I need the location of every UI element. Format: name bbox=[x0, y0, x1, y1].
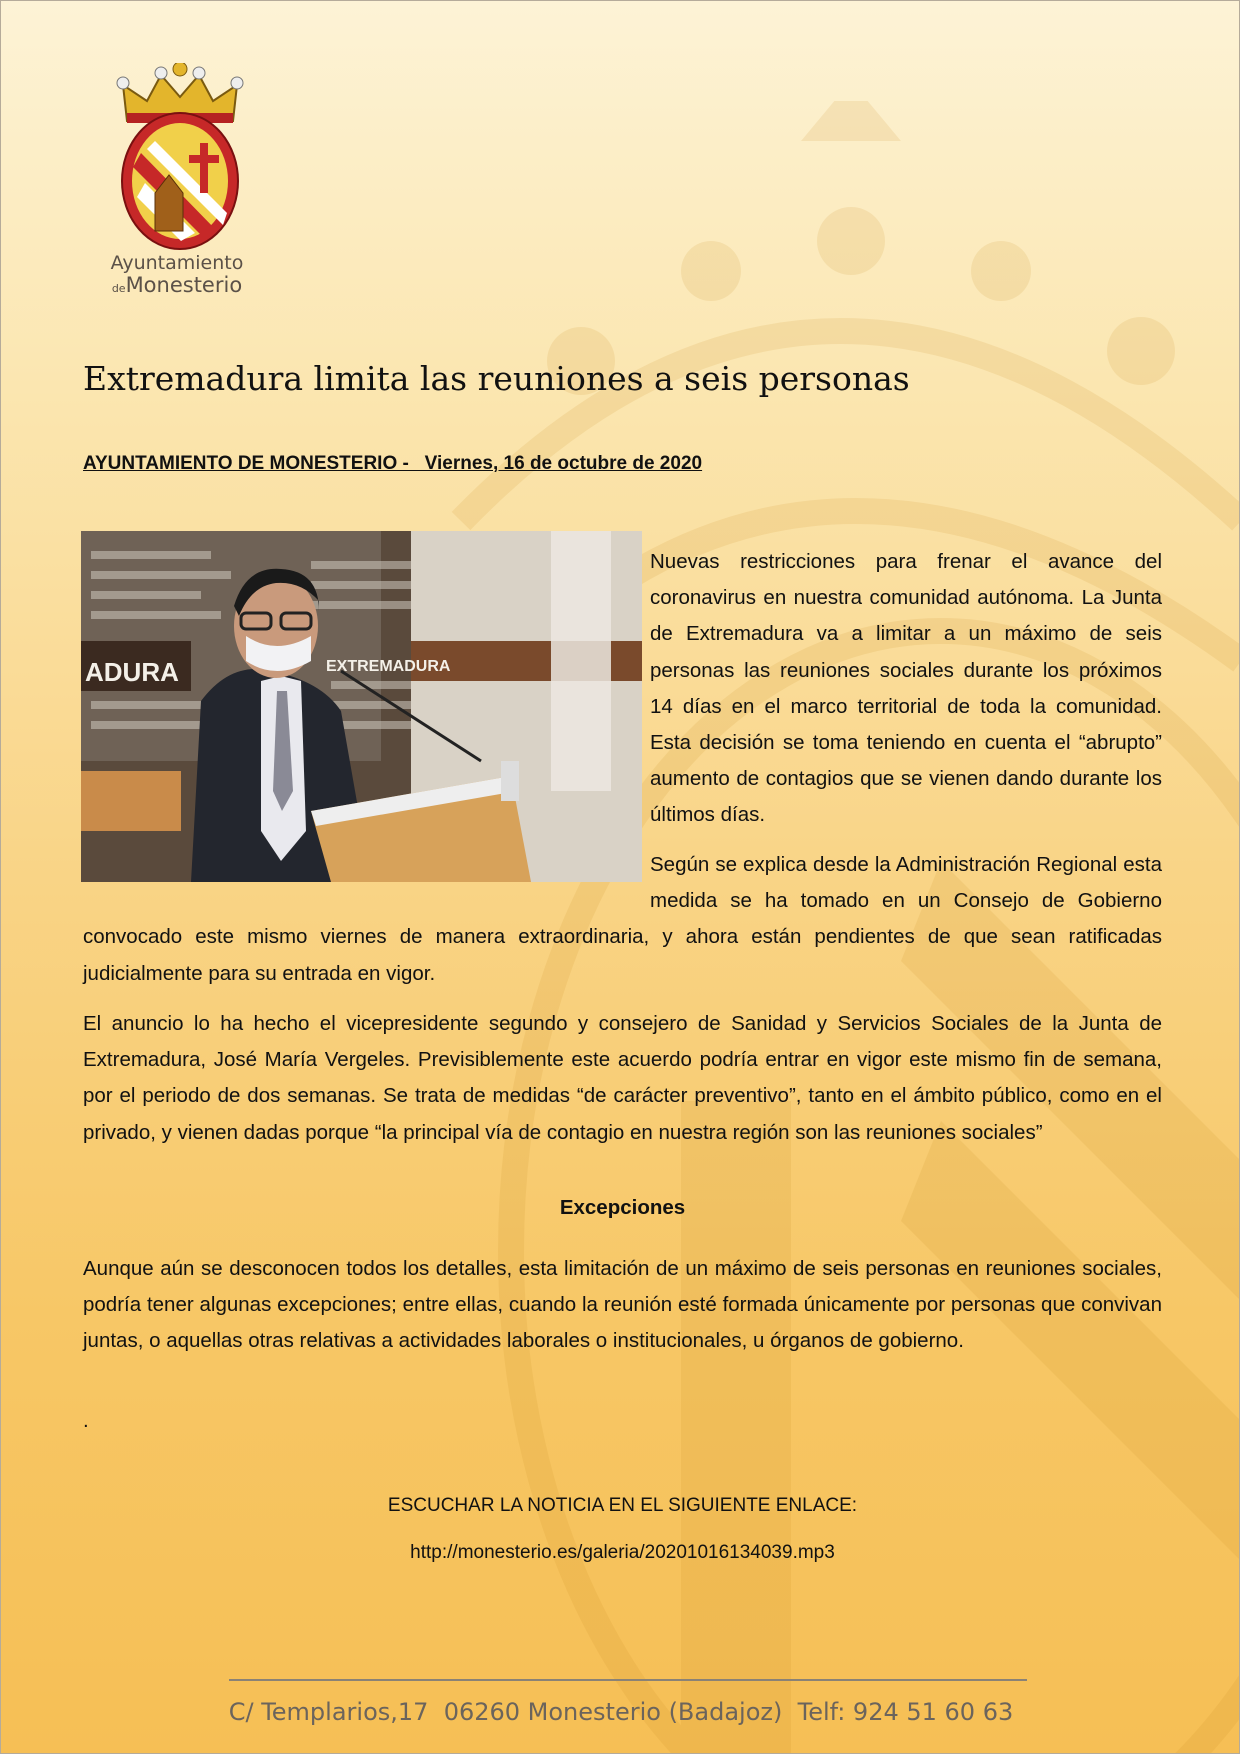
press-conference-photo bbox=[81, 531, 642, 882]
article-paragraph-3: El anuncio lo ha hecho el vicepresidente segundo y consejero de Sanidad y Servicios Sociales de la Junta de Extremadura, José María Vergeles. Previsiblemente este acuerdo podría entrar en vigor este mismo fin de semana, por el periodo de dos semanas. Se trata de medidas “de carácter preventivo”, tanto en el ámbito público, como en el privado, y vienen dadas porque “la principal vía de contagio en nuestra región son las reuniones sociales” bbox=[83, 1012, 1162, 1144]
coat-of-arms-logo bbox=[105, 63, 255, 253]
article-paragraph-2 bbox=[83, 847, 1162, 992]
logo-line-monesterio bbox=[97, 274, 257, 296]
article-headline: Extremadura limita las reuniones a seis personas bbox=[83, 359, 910, 398]
trailing-dot: . bbox=[83, 1409, 89, 1432]
logo-prefix-de: de bbox=[111, 281, 126, 295]
section-heading-excepciones: Excepciones bbox=[559, 1196, 686, 1219]
listen-label: ESCUCHAR LA NOTICIA EN EL SIGUIENTE ENLACE: bbox=[387, 1495, 858, 1516]
photo-sign-left: ADURA bbox=[85, 657, 179, 687]
audio-link[interactable]: http://monesterio.es/galeria/20201016134039.mp3 bbox=[410, 1542, 835, 1563]
article-paragraph-4: Aunque aún se desconocen todos los detalles, esta limitación de un máximo de seis personas en reuniones sociales, podría tener algunas excepciones; entre ellas, cuando la reunión esté formada únicamente por personas que convivan juntas, o aquellas otras relativas a actividades laborales o institucionales, u órganos de gobierno. bbox=[83, 1257, 1162, 1353]
footer-divider bbox=[229, 1679, 1027, 1681]
photo-sign-right: EXTREMADURA bbox=[326, 658, 451, 675]
logo-wordmark bbox=[97, 254, 257, 296]
logo-line-ayuntamiento: Ayuntamiento bbox=[110, 252, 244, 274]
article-paragraph-1: Nuevas restricciones para frenar el avance del coronavirus en nuestra comunidad autónoma. La Junta de Extremadura va a limitar a un máximo de seis personas las reuniones sociales durante los próximos 14 días en el marco territorial de toda la comunidad. Esta decisión se toma teniendo en cuenta el “abrupto” aumento de contagios que se vienen dando durante los últimos días. bbox=[650, 550, 1162, 827]
article-paragraph-2-text: Según se explica desde la Administración Regional esta medida se ha tomado en un Consejo de Gobierno convocado este mismo viernes de manera extraordinaria, y ahora están pendientes de que sean ratificadas judicialmente para su entrada en vigor. bbox=[83, 853, 1162, 985]
footer-address: C/ Templarios,17 06260 Monesterio (Badajoz) Telf: 924 51 60 63 bbox=[228, 1698, 1014, 1726]
article-byline: AYUNTAMIENTO DE MONESTERIO - Viernes, 16 de octubre de 2020 bbox=[83, 453, 703, 474]
shield-icon bbox=[122, 113, 238, 249]
photo-wrap-spacer bbox=[83, 847, 650, 919]
logo-town-name: Monesterio bbox=[125, 272, 243, 297]
